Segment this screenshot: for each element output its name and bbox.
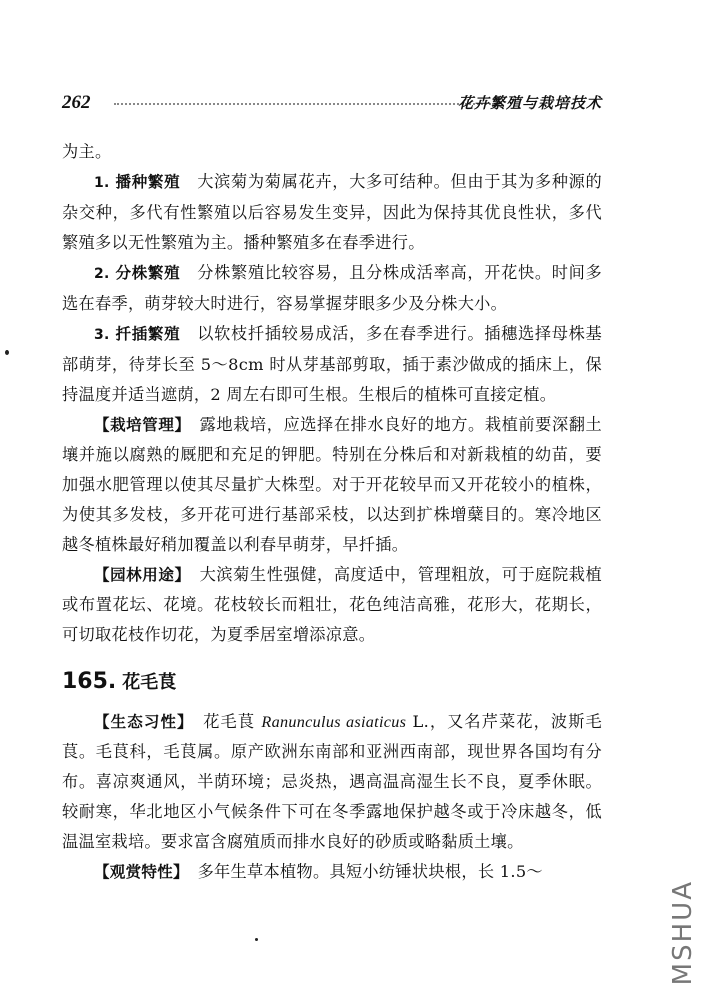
ecology-pre: 花毛茛 — [203, 712, 256, 731]
scan-speck — [255, 938, 258, 941]
ornamental-tag: 【观赏特性】 — [94, 863, 182, 881]
running-title: 花卉繁殖与栽培技术 — [457, 94, 602, 112]
ornamental-text: 多年生草本植物。具短小纺锤状块根，长 1.5～ — [197, 862, 543, 881]
section-number: 1. — [94, 175, 110, 191]
species-name: 花毛茛 — [122, 672, 177, 693]
species-number: 165. — [62, 669, 117, 694]
watermark: MSHUA — [668, 880, 698, 986]
section-title: 分株繁殖 — [115, 264, 181, 282]
section-text: 以软枝扦插较易成活，多在春季进行。插穗选择母株基部萌芽，待芽长至 5～8cm 时从芽基部剪取，插于素沙做成的插床上，保持温度并适当遮荫，2 周左右即可生根。生根后的植株可直接定植。 — [62, 324, 602, 404]
cultivation-paragraph — [62, 410, 602, 560]
propagation-cutting — [62, 319, 602, 410]
species-heading — [62, 668, 176, 694]
cultivation-tag: 【栽培管理】 — [94, 416, 183, 434]
latin-name: Ranunculus asiaticus — [261, 713, 407, 731]
cultivation-text: 露地栽培，应选择在排水良好的地方。栽植前要深翻土壤并施以腐熟的厩肥和充足的钾肥。特别在分株后和对新栽植的幼苗，要加强水肥管理以使其尽量扩大株型。对于开花较早而又开花较小的植株，为使其多发枝，多开花可进行基部采枝，以达到扩株增蘖目的。寒冷地区越冬植株最好稍加覆盖以利春早萌芽，早扦插。 — [62, 415, 602, 554]
propagation-division — [62, 258, 602, 319]
ecology-tag: 【生态习性】 — [94, 713, 186, 731]
body-top — [62, 137, 602, 650]
section-text: 大滨菊为菊属花卉，大多可结种。但由于其为多种源的杂交种，多代有性繁殖以后容易发生变异，因此为保持其优良性状，多代繁殖多以无性繁殖为主。播种繁殖多在春季进行。 — [62, 172, 602, 252]
section-number: 3. — [94, 327, 110, 343]
section-number: 2. — [94, 266, 110, 282]
page-number: 262 — [62, 92, 91, 113]
garden-use-paragraph — [62, 560, 602, 650]
section-title: 播种繁殖 — [115, 173, 181, 191]
propagation-seed — [62, 167, 602, 258]
ecology-paragraph — [62, 707, 602, 857]
ornamental-paragraph — [62, 857, 602, 887]
header-dotted-rule — [114, 103, 494, 105]
scan-speck — [5, 350, 9, 355]
continuation-line: 为主。 — [62, 142, 112, 161]
garden-use-tag: 【园林用途】 — [94, 566, 183, 584]
section-title: 扦插繁殖 — [115, 325, 181, 343]
section-text: 分株繁殖比较容易，且分株成活率高，开花快。时间多选在春季，萌芽较大时进行，容易掌握芽眼多少及分株大小。 — [62, 263, 602, 313]
species-body — [62, 707, 602, 887]
garden-use-text: 大滨菊生性强健，高度适中，管理粗放，可于庭院栽植或布置花坛、花境。花枝较长而粗壮，花色纯洁高雅，花形大，花期长，可切取花枝作切花，为夏季居室增添凉意。 — [62, 565, 602, 644]
page-header — [62, 92, 602, 116]
ecology-text: L.，又名芹菜花，波斯毛茛。毛茛科，毛茛属。原产欧洲东南部和亚洲西南部，现世界各国均有分布。喜凉爽通风，半荫环境；忌炎热，遇高温高湿生长不良，夏季休眠。较耐寒，华北地区小气候条件下可在冬季露地保护越冬或于冷床越冬，低温温室栽培。要求富含腐殖质而排水良好的砂质或略黏质土壤。 — [62, 712, 603, 851]
